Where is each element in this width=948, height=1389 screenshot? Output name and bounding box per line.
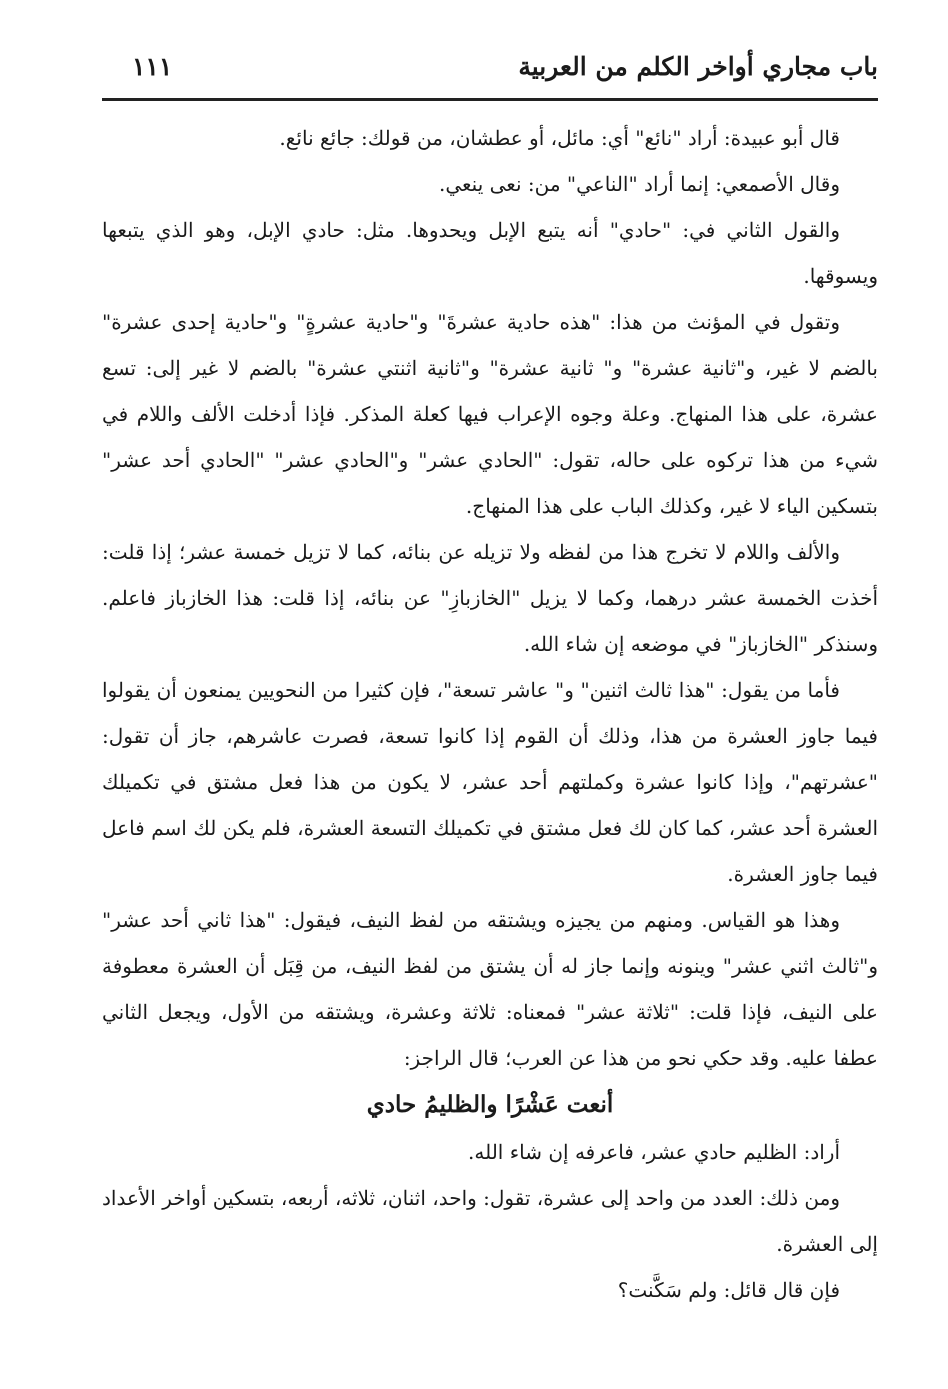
paragraph-9: ومن ذلك: العدد من واحد إلى عشرة، تقول: واحد، اثنان، ثلاثه، أربعه، بتسكين أواخر الأعداد إلى العشرة.: [102, 1186, 878, 1256]
paragraph-5: والألف واللام لا تخرج هذا من لفظه ولا تزيله عن بنائه، كما لا تزيل خمسة عشر؛ إذا قلت: أخذت الخمسة عشر درهما، وكما لا يزيل "الخازبازِ" عن بنائه، إذا قلت: هذا الخازباز فاعلم. وسنذكر "الخازباز" في موضعه إن شاء الله.: [102, 540, 878, 656]
header-rule: [102, 98, 878, 101]
paragraph-4: وتقول في المؤنث من هذا: "هذه حادية عشرةَ" و"حادية عشرةٍ" و"حادية إحدى عشرة" بالضم لا غير، و"ثانية عشرة" و" ثانية عشرة" و"ثانية اثنتي عشرة" بالضم لا غير إلى: تسع عشرة، على هذا المنهاج. وعلة وجوه الإعراب فيها كعلة المذكر. فإذا أدخلت الألف واللام في شيء من هذا تركوه على حاله، تقول: "الحادي عشر" و"الحادي عشر" "الحادي أحد عشر" بتسكين الياء لا غير، وكذلك الباب على هذا المنهاج.: [102, 310, 879, 518]
header-title: باب مجاري أواخر الكلم من العربية: [518, 52, 878, 81]
document-page: [102, 52, 878, 1313]
paragraph-7: وهذا هو القياس. ومنهم من يجيزه ويشتقه من لفظ النيف، فيقول: "هذا ثاني أحد عشر" و"ثالث اثني عشر" وينونه وإنما جاز له أن يشتق من لفظ النيف، من قِبَل أن العشرة معطوفة على النيف، فإذا قلت: "ثلاثة عشر" فمعناه: ثلاثة وعشرة، ويشتقه من الأول، ويجعل الثاني عطفا عليه. وقد حكي نحو من هذا عن العرب؛ قال الراجز:: [102, 908, 878, 1070]
body-text: [102, 115, 878, 1313]
verse-line: أنعت عَشْرًا والظليمُ حادي: [366, 1091, 614, 1118]
paragraph-6: فأما من يقول: "هذا ثالث اثنين" و" عاشر تسعة"، فإن كثيرا من النحويين يمنعون أن يقولوا فيما جاوز العشرة من هذا، وذلك أن القوم إذا كانوا تسعة، فصرت عاشرهم، جاز أن تقول: "عشرتهم"، وإذا كانوا عشرة وكملتهم أحد عشر، لا يكون من هذا فعل مشتق في تكميلك العشرة أحد عشر، كما كان لك فعل مشتق في تكميلك التسعة العشرة، فلم يكن لك اسم فاعل فيما جاوز العشرة.: [102, 678, 878, 886]
paragraph-10: فإن قال قائل: ولم سَكَّنت؟: [617, 1278, 840, 1302]
paragraph-1: قال أبو عبيدة: أراد "نائع" أي: مائل، أو عطشان، من قولك: جائع نائع.: [279, 126, 840, 150]
paragraph-3: والقول الثاني في: "حادي" أنه يتبع الإبل ويحدوها. مثل: حادي الإبل، وهو الذي يتبعها ويسوقها.: [102, 218, 878, 288]
paragraph-8: أراد: الظليم حادي عشر، فاعرفه إن شاء الله.: [468, 1140, 840, 1164]
running-header: [102, 52, 878, 98]
paragraph-2: وقال الأصمعي: إنما أراد "الناعي" من: نعى ينعي.: [439, 172, 840, 196]
page-number: ١١١: [132, 52, 173, 81]
